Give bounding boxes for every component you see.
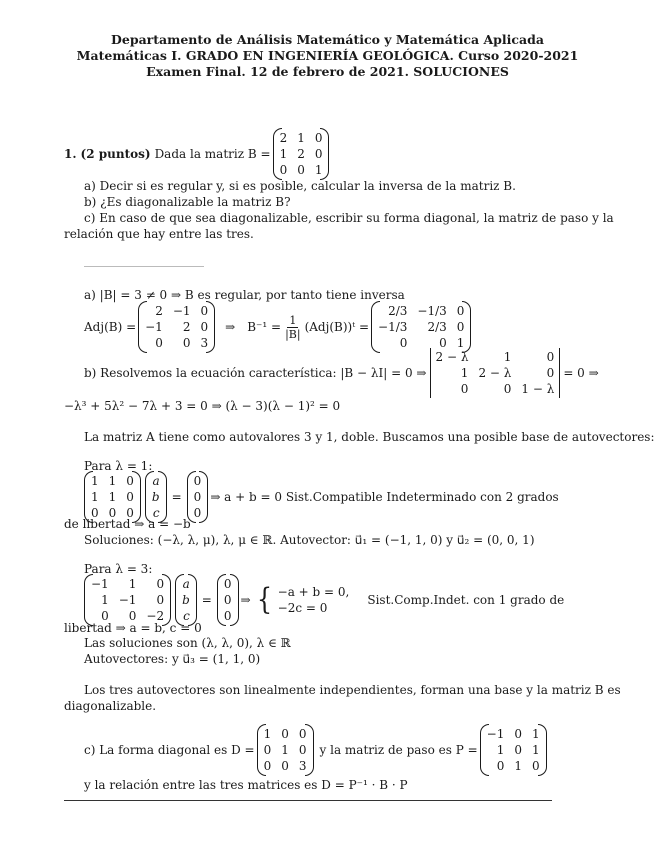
- matrix-cell: −1: [172, 304, 191, 318]
- matrix-cell: 0: [108, 506, 117, 520]
- matrix-bracket: [187, 471, 196, 523]
- matrix-bracket: [217, 574, 226, 626]
- equation-1: −a + b = 0,: [277, 585, 350, 599]
- diagonal-label: c) La forma diagonal es D =: [84, 743, 255, 757]
- matrix-cell: a: [152, 474, 160, 488]
- matrix-cell: 1: [128, 577, 137, 591]
- matrix-bracket: [175, 574, 184, 626]
- matrix-cell: 2/3: [427, 320, 447, 334]
- matrix-cell: 1: [279, 147, 288, 161]
- matrix-cell: 0: [91, 506, 99, 520]
- lambda3-equations: [278, 585, 350, 615]
- determinant-bar: [559, 348, 560, 398]
- matrix-cell: 0: [200, 304, 209, 318]
- matrix-cell: c: [152, 506, 160, 520]
- determinant: [431, 349, 560, 397]
- solution-a-adjoint: [84, 303, 469, 351]
- implies-symbol: ⇒: [225, 320, 236, 334]
- matrix-cell: 1: [108, 490, 117, 504]
- matrix-cell: 0: [281, 727, 289, 741]
- matrix-adj: [140, 303, 213, 351]
- question-c-line1: c) En caso de que sea diagonalizable, escribir su forma diagonal, la matriz de paso y la: [84, 211, 614, 225]
- matrix-cell: 1: [456, 336, 465, 350]
- matrix-bracket: [305, 724, 314, 776]
- matrix-cell: 0: [399, 336, 408, 350]
- inverse-mid: (Adj(B))ᵗ =: [304, 320, 370, 334]
- solution-a-line: a) |B| = 3 ≠ 0 ⇒ B es regular, por tanto tiene inversa: [84, 288, 405, 302]
- matrix-cell: 0: [128, 609, 137, 623]
- matrix-bracket: [462, 301, 471, 353]
- matrix-cell: 3: [298, 759, 307, 773]
- lambda1-system: [86, 473, 559, 521]
- separator: [84, 266, 204, 267]
- matrix-cell: 1: [531, 743, 540, 757]
- matrix-cell: 0: [263, 743, 272, 757]
- matrix-cell: 1: [297, 131, 305, 145]
- problem-points: (2 puntos): [80, 147, 151, 161]
- matrix-cell: 0: [126, 474, 134, 488]
- matrix-bracket: [132, 471, 141, 523]
- matrix-cell: −2: [146, 609, 165, 623]
- fraction: [285, 314, 301, 341]
- matrix-bracket: [206, 301, 215, 353]
- matrix-bracket: [84, 574, 93, 626]
- matrix-inverse: [373, 303, 469, 351]
- matrix-cell: 0: [193, 490, 202, 504]
- matrix-cell: 1: [460, 366, 469, 380]
- matrix-cell: 0: [460, 382, 469, 396]
- matrix-cell: −1/3: [378, 320, 408, 334]
- matrix-cell: 3: [200, 336, 209, 350]
- lambda3-title: Para λ = 3:: [84, 562, 153, 576]
- matrix-cell: 0: [514, 727, 522, 741]
- matrix-cell: 2 − λ: [435, 350, 469, 364]
- problem-intro: Dada la matriz B =: [154, 147, 271, 161]
- characteristic-line: b) Resolvemos la ecuación característica: |B − λI| = 0 ⇒: [84, 366, 427, 380]
- equals-sign: =: [201, 593, 212, 607]
- matrix-cell: 0: [156, 593, 165, 607]
- problem-number: 1.: [64, 147, 77, 161]
- matrix-bracket: [158, 471, 167, 523]
- matrix-cell: 0: [279, 163, 288, 177]
- lambda3-solutions: Las soluciones son (λ, λ, 0), λ ∈ ℝ: [84, 636, 291, 650]
- question-c-line2: relación que hay entre las tres.: [64, 227, 254, 241]
- matrix-bracket: [371, 301, 380, 353]
- lambda1-text: ⇒ a + b = 0 Sist.Compatible Indeterminado con 2 grados: [210, 490, 559, 504]
- matrix-cell: 0: [546, 366, 555, 380]
- question-b: b) ¿Es diagonalizable la matriz B?: [84, 195, 291, 209]
- implies-symbol: ⇒: [240, 593, 251, 607]
- matrix-cell: 0: [298, 743, 307, 757]
- matrix-bracket: [538, 724, 547, 776]
- matrix-cell: 0: [456, 320, 465, 334]
- matrix-cell: 0: [155, 336, 163, 350]
- matrix-cell: −1: [91, 577, 109, 591]
- matrix-cell: 2/3: [388, 304, 408, 318]
- matrix-cell: 0: [200, 320, 209, 334]
- matrix-P: [482, 726, 545, 774]
- matrix-bracket: [84, 471, 93, 523]
- lambda3-eigenvector: Autovectores: y u⃗₃ = (1, 1, 0): [84, 652, 261, 666]
- bottom-rule: [64, 800, 552, 801]
- lambda1-solutions: Soluciones: (−λ, λ, μ), λ, μ ∈ ℝ. Autovector: u⃗₁ = (−1, 1, 0) y u⃗₂ = (0, 0, 1): [84, 533, 535, 547]
- lambda1-title: Para λ = 1:: [84, 459, 153, 473]
- lambda3-text: Sist.Comp.Indet. con 1 grado de: [367, 593, 565, 607]
- matrix-cell: 0: [126, 506, 134, 520]
- matrix-cell: 0: [531, 759, 540, 773]
- characteristic-after: = 0 ⇒: [563, 366, 599, 380]
- matrix-cell: 2: [279, 131, 288, 145]
- determinant-bar: [430, 348, 431, 398]
- matrix-bracket: [320, 128, 329, 180]
- matrix-bracket: [257, 724, 266, 776]
- matrix-cell: 2: [182, 320, 191, 334]
- matrix-bracket: [188, 574, 197, 626]
- matrix-B: [275, 130, 328, 178]
- matrix-bracket: [145, 471, 154, 523]
- matrix-cell: 0: [514, 743, 522, 757]
- lambda3-vector: [177, 576, 195, 624]
- independence-line2: diagonalizable.: [64, 699, 157, 713]
- lambda3-freedom: libertad ⇒ a = b, c = 0: [64, 621, 202, 635]
- lambda1-vector: [147, 473, 165, 521]
- matrix-cell: 2: [297, 147, 305, 161]
- matrix-cell: 2: [155, 304, 163, 318]
- relation-line: y la relación entre las tres matrices es D = P⁻¹ · B · P: [84, 778, 408, 792]
- matrix-cell: 1: [108, 474, 117, 488]
- fraction-denominator: |B|: [285, 327, 301, 341]
- matrix-bracket: [230, 574, 239, 626]
- matrix-bracket: [138, 301, 147, 353]
- lambda1-freedom: de libertad ⇒ a = −b: [64, 517, 191, 531]
- characteristic-polynomial: −λ³ + 5λ² − 7λ + 3 = 0 ⇒ (λ − 3)(λ − 1)² = 0: [64, 399, 341, 413]
- matrix-cell: 0: [496, 759, 505, 773]
- matrix-cell: a: [182, 577, 190, 591]
- header-course: Matemáticas I. GRADO EN INGENIERÍA GEOLÓGICA. Curso 2020-2021: [76, 48, 579, 63]
- matrix-cell: −1/3: [417, 304, 447, 318]
- matrix-cell: 0: [263, 759, 272, 773]
- lambda1-matrix: [86, 473, 139, 521]
- matrix-cell: b: [182, 593, 190, 607]
- header-exam: Examen Final. 12 de febrero de 2021. SOLUCIONES: [146, 64, 509, 79]
- passage-label: y la matriz de paso es P =: [319, 743, 478, 757]
- lambda3-matrix: [86, 576, 169, 624]
- matrix-cell: b: [151, 490, 160, 504]
- eigenvalues-statement: La matriz A tiene como autovalores 3 y 1, doble. Buscamos una posible base de autovectores:: [84, 430, 655, 444]
- matrix-cell: 0: [439, 336, 447, 350]
- independence-line1: Los tres autovectores son linealmente independientes, forman una base y la matriz B es: [84, 683, 621, 697]
- lambda1-zero: [189, 473, 207, 521]
- equation-2: −2c = 0: [277, 601, 328, 615]
- matrix-cell: 0: [223, 593, 232, 607]
- matrix-cell: 1: [531, 727, 540, 741]
- fraction-numerator: 1: [289, 313, 297, 327]
- matrix-bracket: [480, 724, 489, 776]
- matrix-bracket: [273, 128, 282, 180]
- question-a: a) Decir si es regular y, si es posible, calcular la inversa de la matriz B.: [84, 179, 516, 193]
- problem-statement: [64, 130, 327, 178]
- matrix-cell: 1 − λ: [521, 382, 555, 396]
- inverse-label: B⁻¹ =: [247, 320, 282, 334]
- matrix-cell: 1: [314, 163, 323, 177]
- matrix-cell: 0: [193, 474, 202, 488]
- equals-sign: =: [171, 490, 182, 504]
- lambda3-system: [86, 576, 564, 624]
- matrix-cell: 0: [297, 163, 305, 177]
- matrix-cell: 0: [503, 382, 512, 396]
- matrix-cell: 0: [182, 336, 191, 350]
- matrix-cell: 1: [281, 743, 289, 757]
- matrix-cell: 1: [91, 474, 99, 488]
- brace: {: [256, 582, 272, 617]
- matrix-cell: 0: [546, 350, 555, 364]
- matrix-cell: 0: [223, 577, 232, 591]
- matrix-cell: 0: [156, 577, 165, 591]
- matrix-cell: 1: [91, 490, 99, 504]
- matrix-cell: 0: [126, 490, 134, 504]
- matrix-cell: 0: [101, 609, 109, 623]
- lambda3-zero: [219, 576, 237, 624]
- solution-b-characteristic: [84, 349, 599, 397]
- header-department: Departamento de Análisis Matemático y Matemática Aplicada: [111, 32, 544, 47]
- matrix-cell: 1: [503, 350, 512, 364]
- matrix-D: [259, 726, 312, 774]
- matrix-cell: 0: [456, 304, 465, 318]
- matrix-cell: 0: [314, 131, 323, 145]
- adj-label: Adj(B) =: [84, 320, 137, 334]
- matrix-cell: 0: [314, 147, 323, 161]
- matrix-cell: 0: [298, 727, 307, 741]
- matrix-cell: 0: [223, 609, 232, 623]
- matrix-cell: c: [183, 609, 190, 623]
- matrix-cell: −1: [118, 593, 137, 607]
- matrix-bracket: [162, 574, 171, 626]
- matrix-cell: 0: [281, 759, 289, 773]
- matrix-cell: 1: [263, 727, 272, 741]
- matrix-cell: 1: [514, 759, 522, 773]
- matrix-cell: 1: [496, 743, 505, 757]
- matrix-cell: 1: [101, 593, 109, 607]
- matrix-cell: 2 − λ: [478, 366, 512, 380]
- matrix-bracket: [199, 471, 208, 523]
- solution-c: [84, 726, 545, 774]
- matrix-cell: −1: [145, 320, 163, 334]
- matrix-cell: 0: [193, 506, 202, 520]
- matrix-cell: −1: [486, 727, 505, 741]
